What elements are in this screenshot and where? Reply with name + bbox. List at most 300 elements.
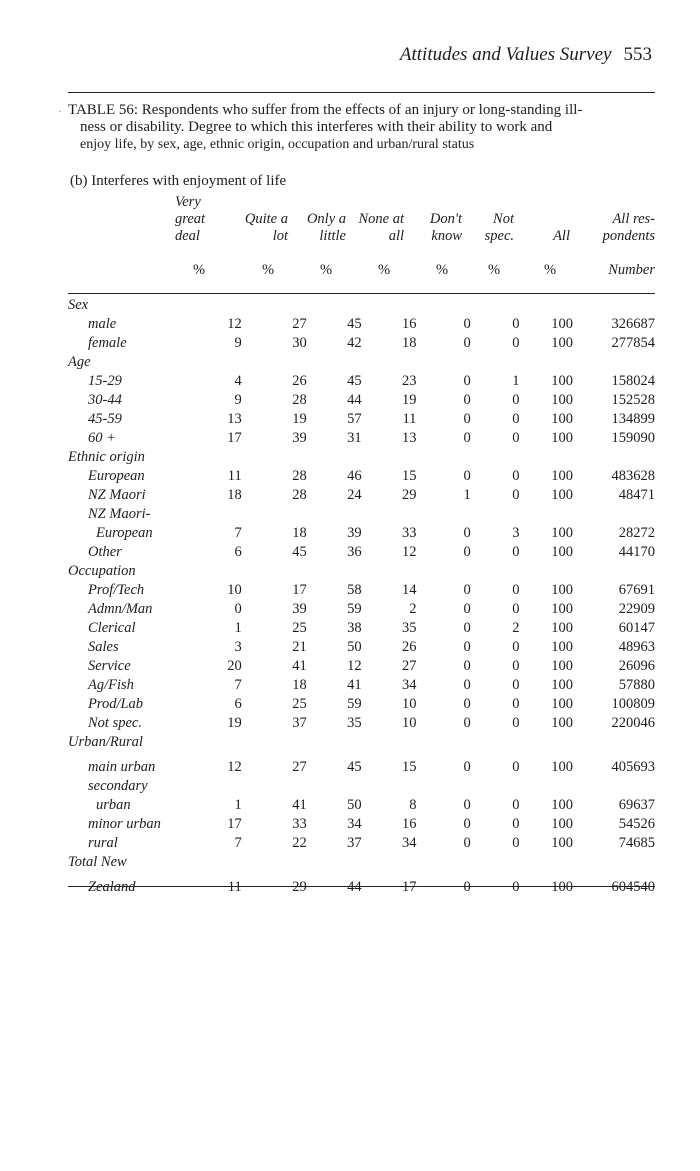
- table-cell: 0: [463, 835, 471, 851]
- empty-cell: [242, 353, 307, 372]
- table-row: [68, 657, 655, 676]
- table-row: [68, 872, 655, 897]
- table-cell: 50: [347, 639, 362, 655]
- margin-mark: ·: [58, 104, 62, 118]
- empty-cell: [471, 853, 520, 872]
- empty-cell: [416, 448, 470, 467]
- column-unit: %: [487, 262, 501, 278]
- table-cell: 0: [512, 544, 520, 560]
- column-header-line: little: [319, 228, 346, 244]
- row-label: Urban/Rural: [68, 734, 143, 750]
- table-cell: 0: [512, 658, 520, 674]
- table-cell: 74685: [618, 835, 655, 851]
- column-header-line: Not: [493, 211, 514, 227]
- table-row: [68, 334, 655, 353]
- row-label: Sex: [68, 297, 89, 313]
- row-label: European: [88, 468, 145, 484]
- table-cell: 100: [551, 639, 573, 655]
- table-cell: 100: [551, 487, 573, 503]
- table-row: [68, 486, 655, 505]
- table-cell: 100: [551, 582, 573, 598]
- table-cell: 1: [234, 620, 242, 636]
- row-label: Occupation: [68, 563, 136, 579]
- empty-cell: [416, 562, 470, 581]
- column-header-line: deal: [175, 228, 200, 244]
- table-cell: 1: [234, 797, 242, 813]
- table-cell: 2: [409, 601, 417, 617]
- column-header-line: Don't: [429, 211, 462, 227]
- table-cell: 45: [292, 544, 307, 560]
- row-label: rural: [88, 835, 118, 851]
- table-cell: 100: [551, 620, 573, 636]
- table-cell: 41: [292, 658, 307, 674]
- empty-cell: [196, 853, 242, 872]
- table-cell: 158024: [611, 373, 655, 389]
- empty-cell: [307, 562, 362, 581]
- table-cell: 34: [347, 816, 362, 832]
- column-unit: %: [319, 262, 333, 278]
- empty-cell: [573, 733, 655, 752]
- table-cell: 27: [401, 658, 417, 674]
- table-cell: 0: [512, 835, 520, 851]
- empty-cell: [362, 562, 417, 581]
- table-cell: 0: [512, 759, 520, 775]
- table-cell: 44: [347, 392, 362, 408]
- row-label: Other: [88, 544, 122, 560]
- row-label: main urban: [88, 759, 156, 775]
- table-cell: 0: [463, 797, 471, 813]
- table-cell: 17: [227, 816, 242, 832]
- table-cell: 29: [292, 879, 307, 895]
- table-cell: 60147: [618, 620, 655, 636]
- running-head-title: Attitudes and Values Survey: [399, 44, 612, 65]
- column-unit: %: [543, 262, 557, 278]
- table-row: [68, 391, 655, 410]
- table-cell: 100: [551, 816, 573, 832]
- table-cell: 22: [292, 835, 307, 851]
- empty-cell: [307, 853, 362, 872]
- empty-cell: [573, 296, 655, 315]
- empty-cell: [196, 448, 242, 467]
- table-cell: 134899: [611, 411, 655, 427]
- table-cell: 46: [347, 468, 362, 484]
- table-cell: 100809: [611, 696, 655, 712]
- row-label: minor urban: [88, 816, 161, 832]
- empty-cell: [242, 505, 307, 524]
- table-cell: 0: [463, 468, 471, 484]
- table-cell: 6: [234, 544, 242, 560]
- table-cell: 10: [401, 715, 417, 731]
- table-cell: 0: [463, 639, 471, 655]
- row-label: Clerical: [88, 620, 136, 636]
- table-cell: 0: [463, 544, 471, 560]
- table-cell: 0: [512, 392, 520, 408]
- table-cell: 37: [292, 715, 307, 731]
- empty-cell: [573, 353, 655, 372]
- table-cell: 326687: [611, 316, 655, 332]
- table-cell: 39: [292, 601, 307, 617]
- row-label: 15-29: [88, 373, 122, 389]
- table-cell: 100: [551, 316, 573, 332]
- table-cell: 7: [234, 525, 242, 541]
- table-cell: 16: [401, 816, 417, 832]
- empty-cell: [307, 353, 362, 372]
- table-row: [68, 315, 655, 334]
- table-row: [68, 543, 655, 562]
- table-row: [68, 638, 655, 657]
- row-label: Sales: [88, 639, 119, 655]
- table-cell: 277854: [611, 335, 655, 351]
- table-cell: 0: [463, 430, 471, 446]
- table-row: [68, 524, 655, 543]
- table-cell: 12: [401, 544, 417, 560]
- empty-cell: [307, 505, 362, 524]
- table-cell: 24: [347, 487, 362, 503]
- empty-cell: [196, 505, 242, 524]
- table-cell: 100: [551, 879, 573, 895]
- empty-cell: [196, 353, 242, 372]
- row-label: Service: [88, 658, 131, 674]
- empty-cell: [362, 777, 417, 796]
- table-cell: 14: [401, 582, 417, 598]
- table-cell: 19: [401, 392, 417, 408]
- empty-cell: [242, 853, 307, 872]
- empty-cell: [362, 448, 417, 467]
- empty-cell: [307, 733, 362, 752]
- table-cell: 0: [463, 316, 471, 332]
- table-cell: 17: [401, 879, 417, 895]
- data-table: [68, 296, 655, 897]
- empty-cell: [519, 733, 573, 752]
- table-group-row: [68, 296, 655, 315]
- table-row: [68, 815, 655, 834]
- empty-cell: [519, 777, 573, 796]
- table-cell: 17: [227, 430, 242, 446]
- table-row: [68, 695, 655, 714]
- table-cell: 38: [347, 620, 362, 636]
- column-unit: %: [435, 262, 449, 278]
- empty-cell: [362, 733, 417, 752]
- table-cell: 9: [234, 392, 242, 408]
- table-cell: 10: [227, 582, 242, 598]
- table-cell: 604540: [611, 879, 655, 895]
- table-cell: 57880: [618, 677, 655, 693]
- table-cell: 19: [227, 715, 242, 731]
- table-cell: 0: [512, 696, 520, 712]
- empty-cell: [471, 505, 520, 524]
- table-cell: 0: [512, 335, 520, 351]
- table-cell: 59: [347, 696, 362, 712]
- empty-cell: [416, 777, 470, 796]
- table-cell: 13: [401, 430, 417, 446]
- table-cell: 39: [347, 525, 362, 541]
- table-cell: 34: [401, 677, 417, 693]
- table-cell: 0: [463, 335, 471, 351]
- table-cell: 100: [551, 696, 573, 712]
- empty-cell: [196, 296, 242, 315]
- empty-cell: [242, 562, 307, 581]
- table-cell: 33: [292, 816, 307, 832]
- empty-cell: [573, 853, 655, 872]
- table-cell: 25: [292, 696, 307, 712]
- empty-cell: [362, 296, 417, 315]
- table-cell: 18: [401, 335, 417, 351]
- column-header-line: spec.: [484, 228, 514, 244]
- table-cell: 0: [512, 430, 520, 446]
- empty-cell: [416, 353, 470, 372]
- column-header-line: All: [553, 228, 570, 244]
- row-label: Prod/Lab: [88, 696, 144, 712]
- empty-cell: [416, 296, 470, 315]
- table-row: [68, 600, 655, 619]
- table-cell: 0: [512, 601, 520, 617]
- empty-cell: [242, 733, 307, 752]
- row-label: Not spec.: [88, 715, 142, 731]
- table-cell: 35: [401, 620, 417, 636]
- empty-cell: [471, 296, 520, 315]
- table-subcaption: (b) Interferes with enjoyment of life: [70, 173, 287, 189]
- empty-cell: [196, 562, 242, 581]
- table-cell: 0: [512, 715, 520, 731]
- empty-cell: [519, 448, 573, 467]
- table-cell: 9: [234, 335, 242, 351]
- empty-cell: [242, 448, 307, 467]
- table-cell: 17: [292, 582, 307, 598]
- running-head: [400, 44, 652, 66]
- table-cell: 0: [463, 601, 471, 617]
- table-cell: 11: [402, 411, 417, 427]
- empty-cell: [519, 296, 573, 315]
- column-header-line: Very: [175, 194, 201, 210]
- table-cell: 0: [512, 411, 520, 427]
- table-cell: 54526: [618, 816, 655, 832]
- table-cell: 100: [551, 715, 573, 731]
- empty-cell: [416, 853, 470, 872]
- table-cell: 41: [347, 677, 362, 693]
- table-cell: 18: [292, 525, 307, 541]
- empty-cell: [242, 296, 307, 315]
- table-cell: 21: [292, 639, 307, 655]
- caption-line-1: TABLE 56: Respondents who suffer from the effects of an injury or long-standing ill-: [68, 102, 583, 118]
- table-cell: 19: [292, 411, 307, 427]
- row-label: secondary: [88, 778, 148, 794]
- table-row: [68, 796, 655, 815]
- column-unit: %: [377, 262, 391, 278]
- table-cell: 0: [463, 582, 471, 598]
- empty-cell: [307, 296, 362, 315]
- table-cell: 100: [551, 411, 573, 427]
- table-cell: 1: [463, 487, 471, 503]
- table-group-row: [68, 733, 655, 752]
- table-cell: 48963: [618, 639, 655, 655]
- table-group-row: [68, 353, 655, 372]
- bottom-rule: [68, 886, 655, 887]
- table-cell: 152528: [611, 392, 655, 408]
- table-cell: 44: [347, 879, 362, 895]
- table-cell: 100: [551, 335, 573, 351]
- table-cell: 50: [347, 797, 362, 813]
- table-cell: 25: [292, 620, 307, 636]
- table-cell: 3: [512, 525, 520, 541]
- table-cell: 483628: [611, 468, 655, 484]
- table-cell: 100: [551, 525, 573, 541]
- table-group-row: [68, 853, 655, 872]
- table-group-row: [68, 562, 655, 581]
- table-cell: 18: [227, 487, 242, 503]
- caption-line-3: enjoy life, by sex, age, ethnic origin, occupation and urban/rural status: [80, 137, 475, 152]
- row-label: Zealand: [88, 879, 136, 895]
- table-cell: 27: [292, 316, 307, 332]
- column-header-line: know: [431, 228, 462, 244]
- table-caption: [68, 102, 655, 153]
- table-row: [68, 714, 655, 733]
- table-cell: 30: [292, 335, 307, 351]
- column-header-line: All res-: [612, 211, 655, 227]
- table-cell: 0: [512, 639, 520, 655]
- page-number: 553: [623, 44, 652, 65]
- empty-cell: [471, 562, 520, 581]
- column-header-line: all: [388, 228, 404, 244]
- table-cell: 0: [463, 525, 471, 541]
- table-cell: 31: [347, 430, 362, 446]
- row-label: 45-59: [88, 411, 122, 427]
- table-cell: 0: [463, 677, 471, 693]
- table-cell: 27: [292, 759, 307, 775]
- column-header-line: pondents: [602, 228, 655, 244]
- table-cell: 11: [227, 879, 242, 895]
- table-row: [68, 676, 655, 695]
- table-cell: 100: [551, 392, 573, 408]
- table-cell: 100: [551, 677, 573, 693]
- column-header-line: great: [175, 211, 206, 227]
- table-cell: 4: [234, 373, 242, 389]
- table-cell: 100: [551, 601, 573, 617]
- table-cell: 0: [463, 373, 471, 389]
- table-cell: 23: [401, 373, 417, 389]
- table-cell: 26096: [618, 658, 655, 674]
- table-cell: 16: [401, 316, 417, 332]
- table-cell: 29: [401, 487, 417, 503]
- table-cell: 0: [463, 620, 471, 636]
- empty-cell: [573, 448, 655, 467]
- table-cell: 35: [347, 715, 362, 731]
- caption-line-2: ness or disability. Degree to which this interferes with their ability to work and: [80, 119, 553, 135]
- table-cell: 15: [401, 468, 417, 484]
- empty-cell: [242, 777, 307, 796]
- table-cell: 0: [512, 677, 520, 693]
- empty-cell: [519, 353, 573, 372]
- table-cell: 7: [234, 677, 242, 693]
- table-cell: 0: [463, 879, 471, 895]
- empty-cell: [196, 733, 242, 752]
- table-cell: 13: [227, 411, 242, 427]
- column-unit: Number: [608, 262, 655, 278]
- empty-cell: [362, 853, 417, 872]
- table-row: [68, 372, 655, 391]
- table-cell: 69637: [618, 797, 655, 813]
- table-cell: 41: [292, 797, 307, 813]
- table-cell: 405693: [611, 759, 655, 775]
- table-cell: 100: [551, 468, 573, 484]
- table-group-row: [68, 777, 655, 796]
- table-cell: 100: [551, 759, 573, 775]
- table-cell: 67691: [618, 582, 655, 598]
- row-label: 60 +: [88, 430, 116, 446]
- column-header-line: Quite a: [244, 211, 288, 227]
- table-cell: 18: [292, 677, 307, 693]
- empty-cell: [519, 505, 573, 524]
- table-cell: 28: [292, 392, 307, 408]
- empty-cell: [196, 777, 242, 796]
- empty-cell: [307, 448, 362, 467]
- table-cell: 42: [347, 335, 362, 351]
- row-label: Admn/Man: [88, 601, 153, 617]
- table-cell: 0: [463, 715, 471, 731]
- column-unit: %: [261, 262, 275, 278]
- empty-cell: [573, 777, 655, 796]
- empty-cell: [519, 853, 573, 872]
- table-row: [68, 467, 655, 486]
- empty-cell: [362, 353, 417, 372]
- table-row: [68, 834, 655, 853]
- table-cell: 28: [292, 468, 307, 484]
- table-cell: 33: [401, 525, 417, 541]
- empty-cell: [573, 562, 655, 581]
- row-label: NZ Maori: [88, 487, 146, 503]
- table-cell: 100: [551, 658, 573, 674]
- table-cell: 28: [292, 487, 307, 503]
- table-cell: 0: [512, 816, 520, 832]
- table-cell: 34: [401, 835, 417, 851]
- table-cell: 57: [347, 411, 362, 427]
- table-cell: 20: [227, 658, 242, 674]
- table-cell: 12: [347, 658, 362, 674]
- table-cell: 26: [401, 639, 417, 655]
- table-cell: 0: [463, 696, 471, 712]
- table-cell: 37: [347, 835, 362, 851]
- table-cell: 48471: [618, 487, 655, 503]
- table-cell: 7: [234, 835, 242, 851]
- empty-cell: [471, 777, 520, 796]
- empty-cell: [416, 505, 470, 524]
- table-cell: 10: [401, 696, 417, 712]
- table-cell: 45: [347, 316, 362, 332]
- table-row: [68, 429, 655, 448]
- table-cell: 0: [512, 468, 520, 484]
- table-cell: 36: [347, 544, 362, 560]
- table-cell: 0: [463, 816, 471, 832]
- row-label: male: [88, 316, 117, 332]
- table-cell: 12: [227, 316, 242, 332]
- table-cell: 39: [292, 430, 307, 446]
- table-cell: 11: [227, 468, 242, 484]
- table-cell: 0: [512, 316, 520, 332]
- table-row: [68, 410, 655, 429]
- row-label: female: [88, 335, 127, 351]
- empty-cell: [362, 505, 417, 524]
- table-cell: 100: [551, 544, 573, 560]
- table-cell: 58: [347, 582, 362, 598]
- table-cell: 22909: [618, 601, 655, 617]
- table-cell: 0: [463, 759, 471, 775]
- top-rule: [68, 92, 655, 93]
- row-label: NZ Maori-: [88, 506, 151, 522]
- table-cell: 28272: [618, 525, 655, 541]
- empty-cell: [416, 733, 470, 752]
- column-header-line: None at: [358, 211, 404, 227]
- table-cell: 3: [234, 639, 242, 655]
- table-row: [68, 752, 655, 777]
